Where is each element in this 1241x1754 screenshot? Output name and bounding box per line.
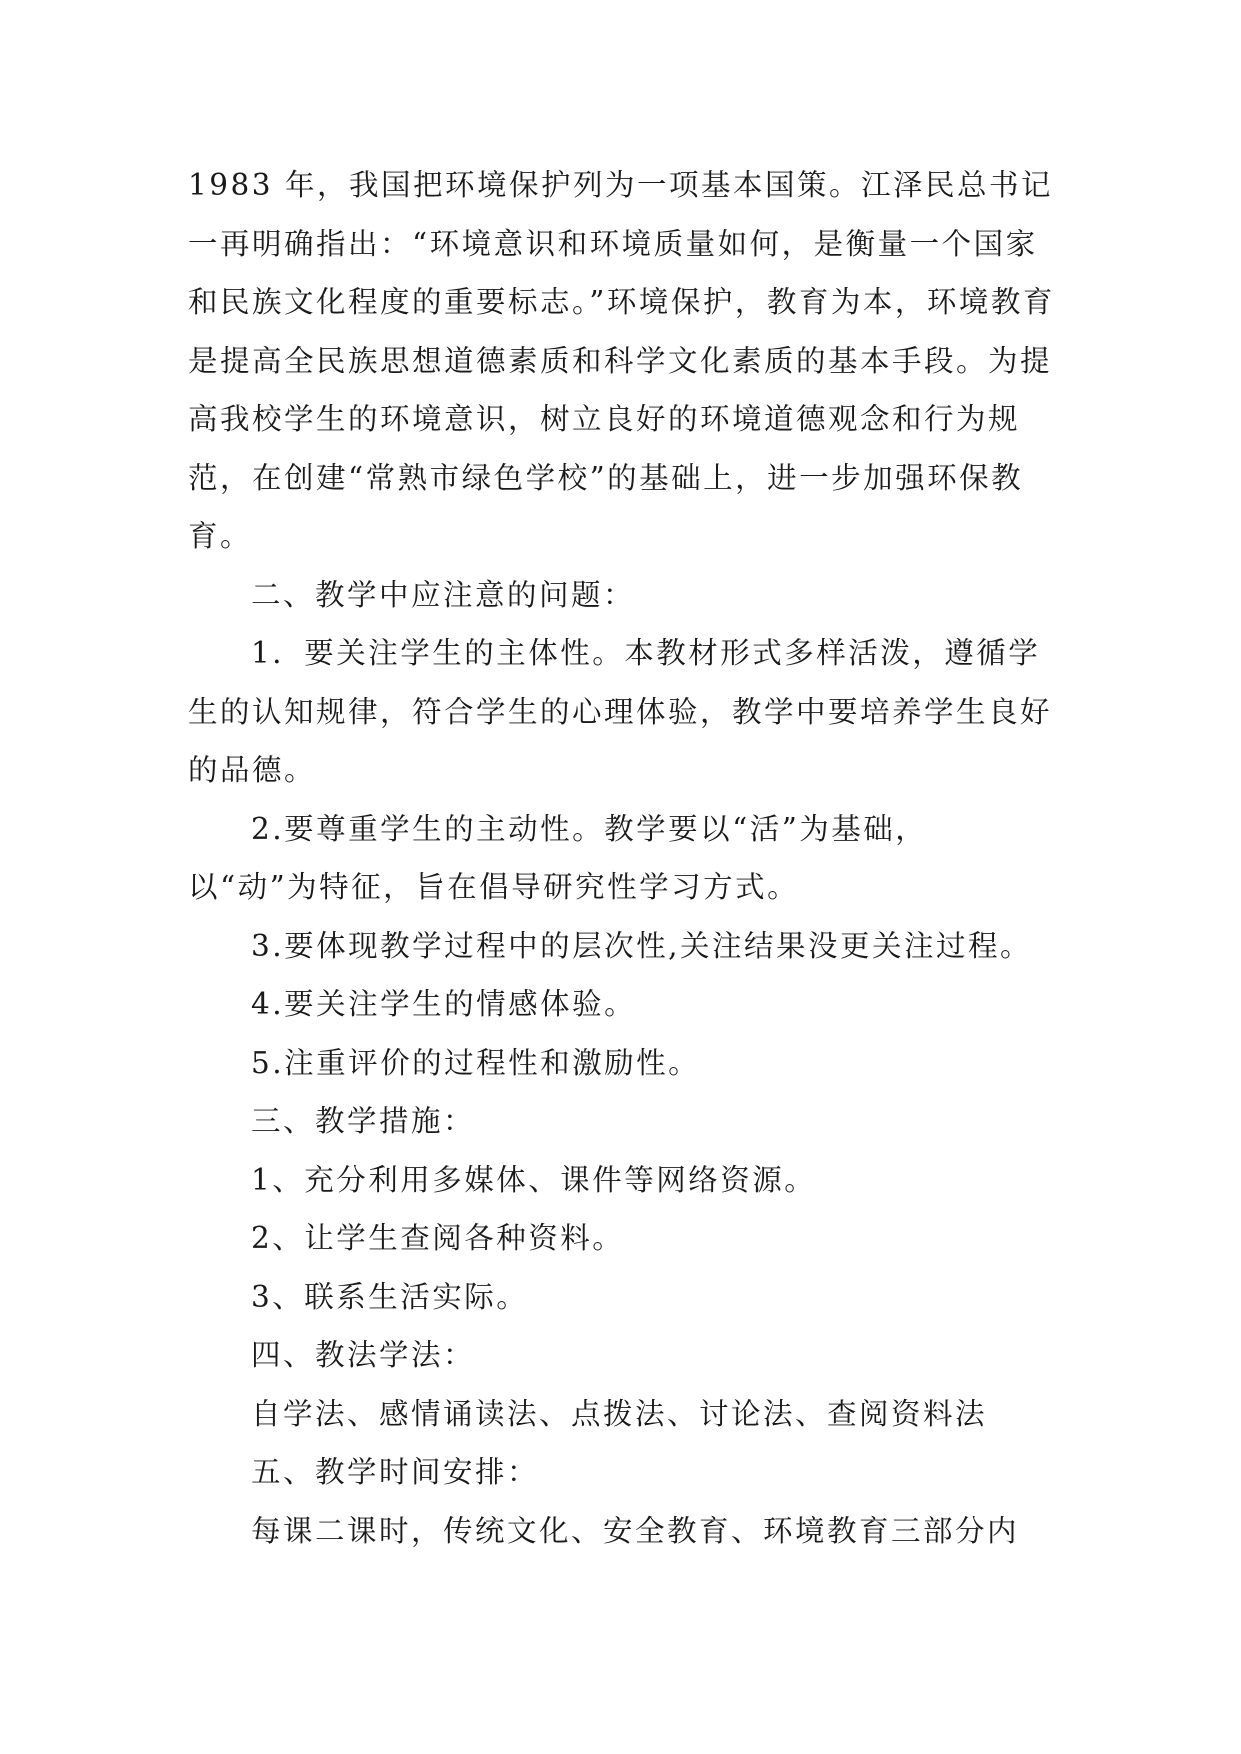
paragraph-environment-policy: 1983 年，我国把环境保护列为一项基本国策。江泽民总书记一再明确指出：“环境意识和环境质量如何，是衡量一个国家和民族文化程度的重要标志。”环境保护，教育为本，环境教育是提高全民族思想道德素质和科学文化素质的基本手段。为提高我校学生的环境意识，树立良好的环境道德观念和行为规范，在创建“常熟市绿色学校”的基础上，进一步加强环保教育。 (188, 168, 1055, 553)
paragraph-measure-2: 2、让学生查阅各种资料。 (251, 1221, 625, 1255)
paragraph-schedule: 每课二课时，传统文化、安全教育、环境教育三部分内 (251, 1513, 1020, 1548)
heading-teaching-methods: 四、教法学法： (251, 1338, 476, 1372)
paragraph-measure-3: 3、联系生活实际。 (251, 1279, 529, 1314)
paragraph-point-3: 3.要体现教学过程中的层次性,关注结果没更关注过程。 (251, 928, 1033, 963)
paragraph-point-2: 2.要尊重学生的主动性。教学要以“活”为基础，以“动”为特征，旨在倡导研究性学习方式。 (188, 811, 928, 904)
paragraph-point-1: 1．要关注学生的主体性。本教材形式多样活泼，遵循学生的认知规律，符合学生的心理体验，教学中要培养学生良好的品德。 (188, 636, 1053, 787)
paragraph-methods-list: 自学法、感情诵读法、点拨法、讨论法、查阅资料法 (251, 1396, 988, 1431)
paragraph-point-4: 4.要关注学生的情感体验。 (251, 987, 637, 1021)
document-body (188, 156, 1058, 1560)
heading-time-schedule: 五、教学时间安排： (251, 1455, 540, 1489)
heading-teaching-measures: 三、教学措施： (251, 1104, 476, 1138)
paragraph-measure-1: 1、充分利用多媒体、课件等网络资源。 (251, 1162, 817, 1197)
paragraph-point-5: 5.注重评价的过程性和激励性。 (251, 1045, 701, 1080)
heading-teaching-attention: 二、教学中应注意的问题： (251, 577, 636, 612)
